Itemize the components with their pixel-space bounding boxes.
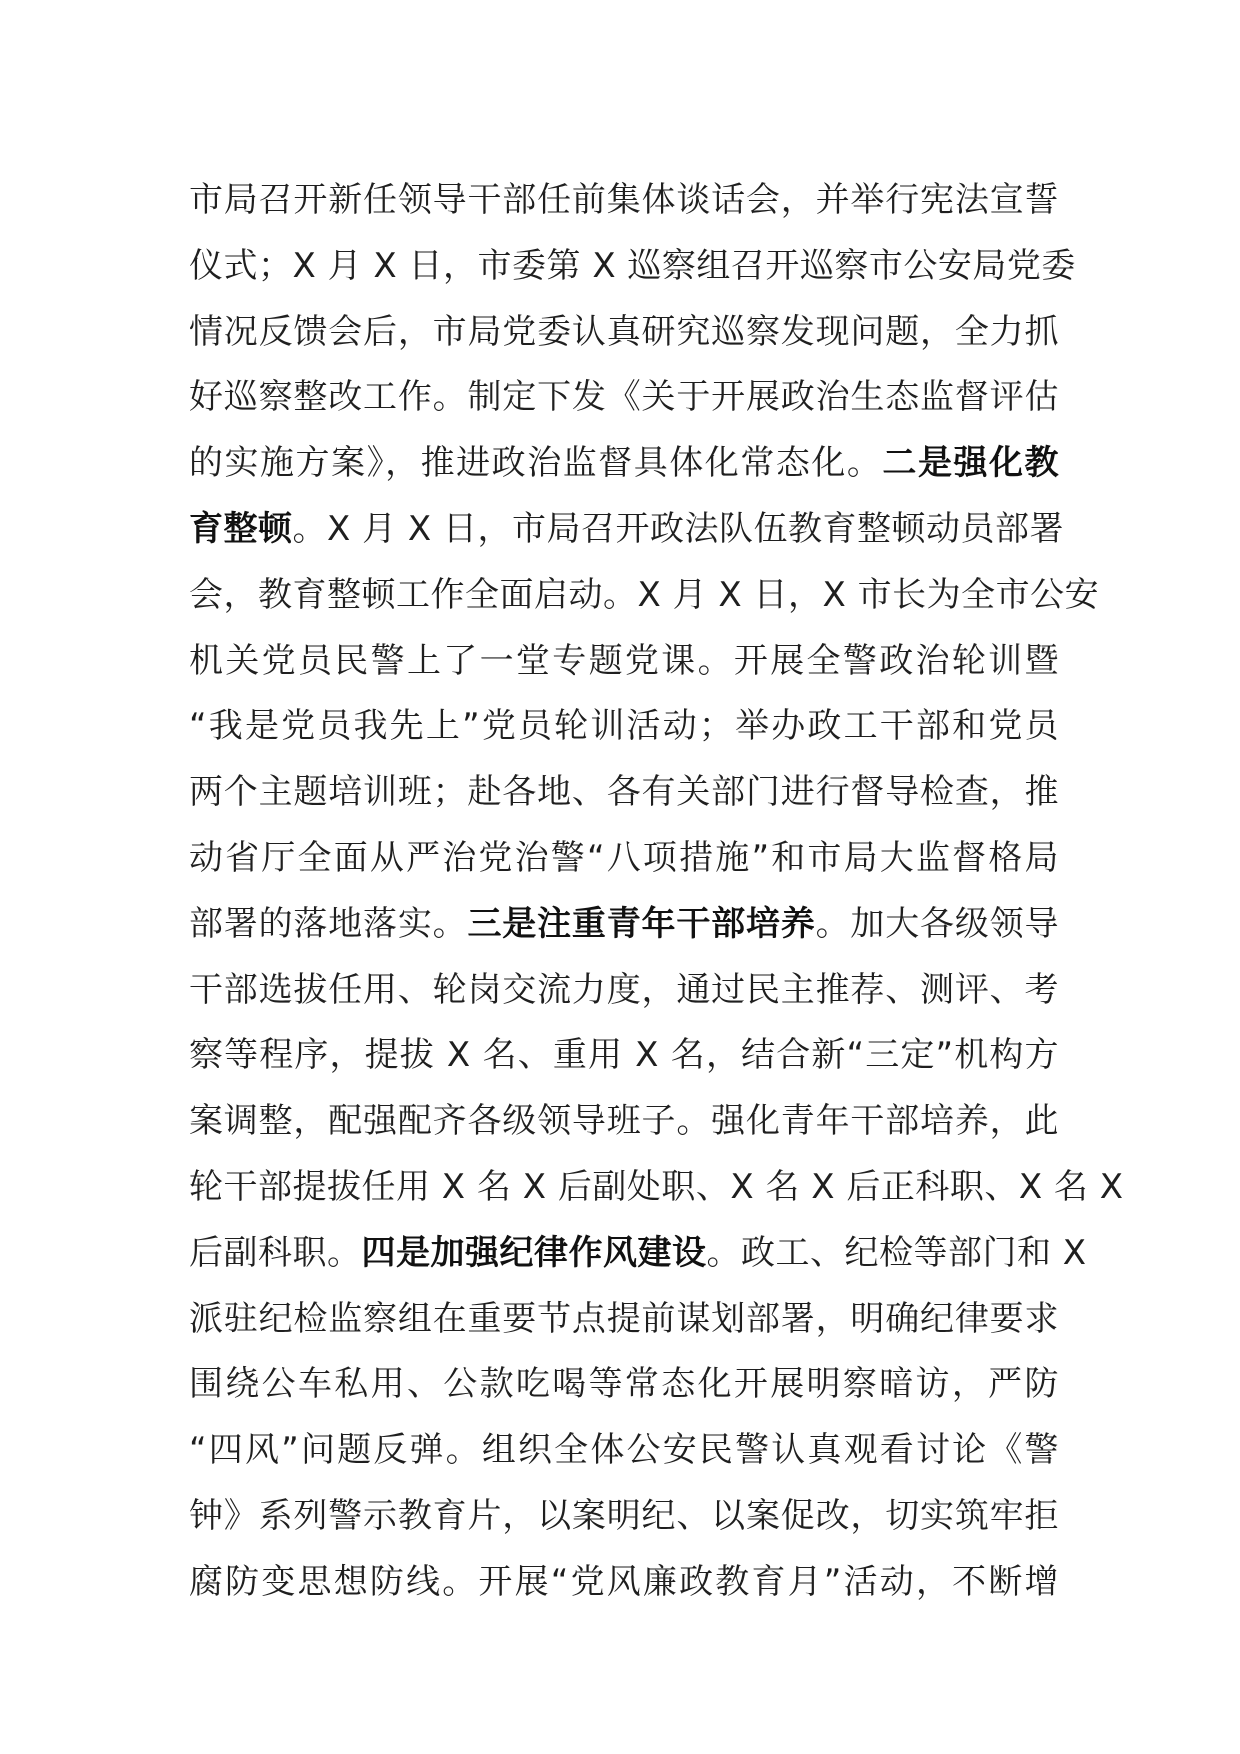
text-line (189, 563, 1100, 629)
body-text: 。加大各级领导 (815, 903, 1059, 944)
body-text: 的实施方案》，推进政治监督具体化常态化。 (189, 443, 883, 484)
body-text: 两个主题培训班；赴各地、各有关部门进行督导检查，推 (189, 772, 1059, 813)
bold-heading-text: 四是加强纪律作风建设 (361, 1232, 707, 1273)
body-text: 钟》系列警示教育片，以案明纪、以案促改，切实筑牢拒 (189, 1495, 1059, 1536)
text-line (189, 1418, 1059, 1484)
text-line (189, 497, 1065, 563)
text-line (189, 431, 1059, 497)
text-line (189, 1352, 1059, 1418)
body-text: 。X 月 X 日，市局召开政法队伍教育整顿动员部署 (292, 508, 1065, 549)
body-text: 动省厅全面从严治党治警“八项措施”和市局大监督格局 (189, 837, 1059, 878)
text-line (189, 168, 1059, 234)
body-text: 干部选拔任用、轮岗交流力度，通过民主推荐、测评、考 (189, 969, 1059, 1010)
bold-heading-text: 二是强化教 (882, 443, 1060, 484)
body-text: 好巡察整改工作。制定下发《关于开展政治生态监督评估 (189, 377, 1059, 418)
body-text: 察等程序，提拔 X 名、重用 X 名，结合新“三定”机构方 (189, 1035, 1059, 1076)
text-line (189, 1550, 1059, 1616)
text-line (189, 892, 1059, 958)
text-line (189, 1155, 1124, 1221)
text-line (189, 234, 1076, 300)
body-text: 机关党员民警上了一堂专题党课。开展全警政治轮训暨 (189, 640, 1059, 681)
body-text: 情况反馈会后，市局党委认真研究巡察发现问题，全力抓 (189, 311, 1059, 352)
text-line (189, 958, 1059, 1024)
body-text: 仪式；X 月 X 日，市委第 X 巡察组召开巡察市公安局党委 (189, 245, 1076, 286)
body-text: 会，教育整顿工作全面启动。X 月 X 日，X 市长为全市公安 (189, 574, 1100, 615)
text-line (189, 826, 1059, 892)
text-line (189, 629, 1059, 695)
text-line (189, 1287, 1059, 1353)
body-text: 案调整，配强配齐各级领导班子。强化青年干部培养，此 (189, 1101, 1059, 1142)
text-line (189, 1023, 1059, 1089)
body-text: 派驻纪检监察组在重要节点提前谋划部署，明确纪律要求 (189, 1298, 1059, 1339)
body-text: 部署的落地落实。 (189, 903, 468, 944)
body-text: 腐防变思想防线。开展“党风廉政教育月”活动，不断增 (189, 1561, 1059, 1602)
text-line (189, 694, 1059, 760)
text-line (189, 365, 1059, 431)
bold-heading-text: 三是注重青年干部培养 (467, 903, 816, 944)
text-line (189, 300, 1059, 366)
body-text: 。政工、纪检等部门和 X (706, 1232, 1087, 1273)
text-line (189, 760, 1059, 826)
body-paragraph (189, 168, 1124, 1616)
text-line (189, 1484, 1059, 1550)
body-text: 市局召开新任领导干部任前集体谈话会，并举行宪法宣誓 (189, 180, 1059, 220)
body-text: 后副科职。 (189, 1232, 362, 1273)
body-text: 围绕公车私用、公款吃喝等常态化开展明察暗访，严防 (189, 1364, 1059, 1405)
text-line (189, 1089, 1059, 1155)
body-text: 轮干部提拔任用 X 名 X 后副处职、X 名 X 后正科职、X 名 X (189, 1166, 1124, 1207)
body-text: “四风”问题反弹。组织全体公安民警认真观看讨论《警 (189, 1430, 1059, 1471)
bold-heading-text: 育整顿 (189, 508, 293, 549)
text-line (189, 1221, 1087, 1287)
body-text: “我是党员我先上”党员轮训活动；举办政工干部和党员 (189, 706, 1059, 747)
